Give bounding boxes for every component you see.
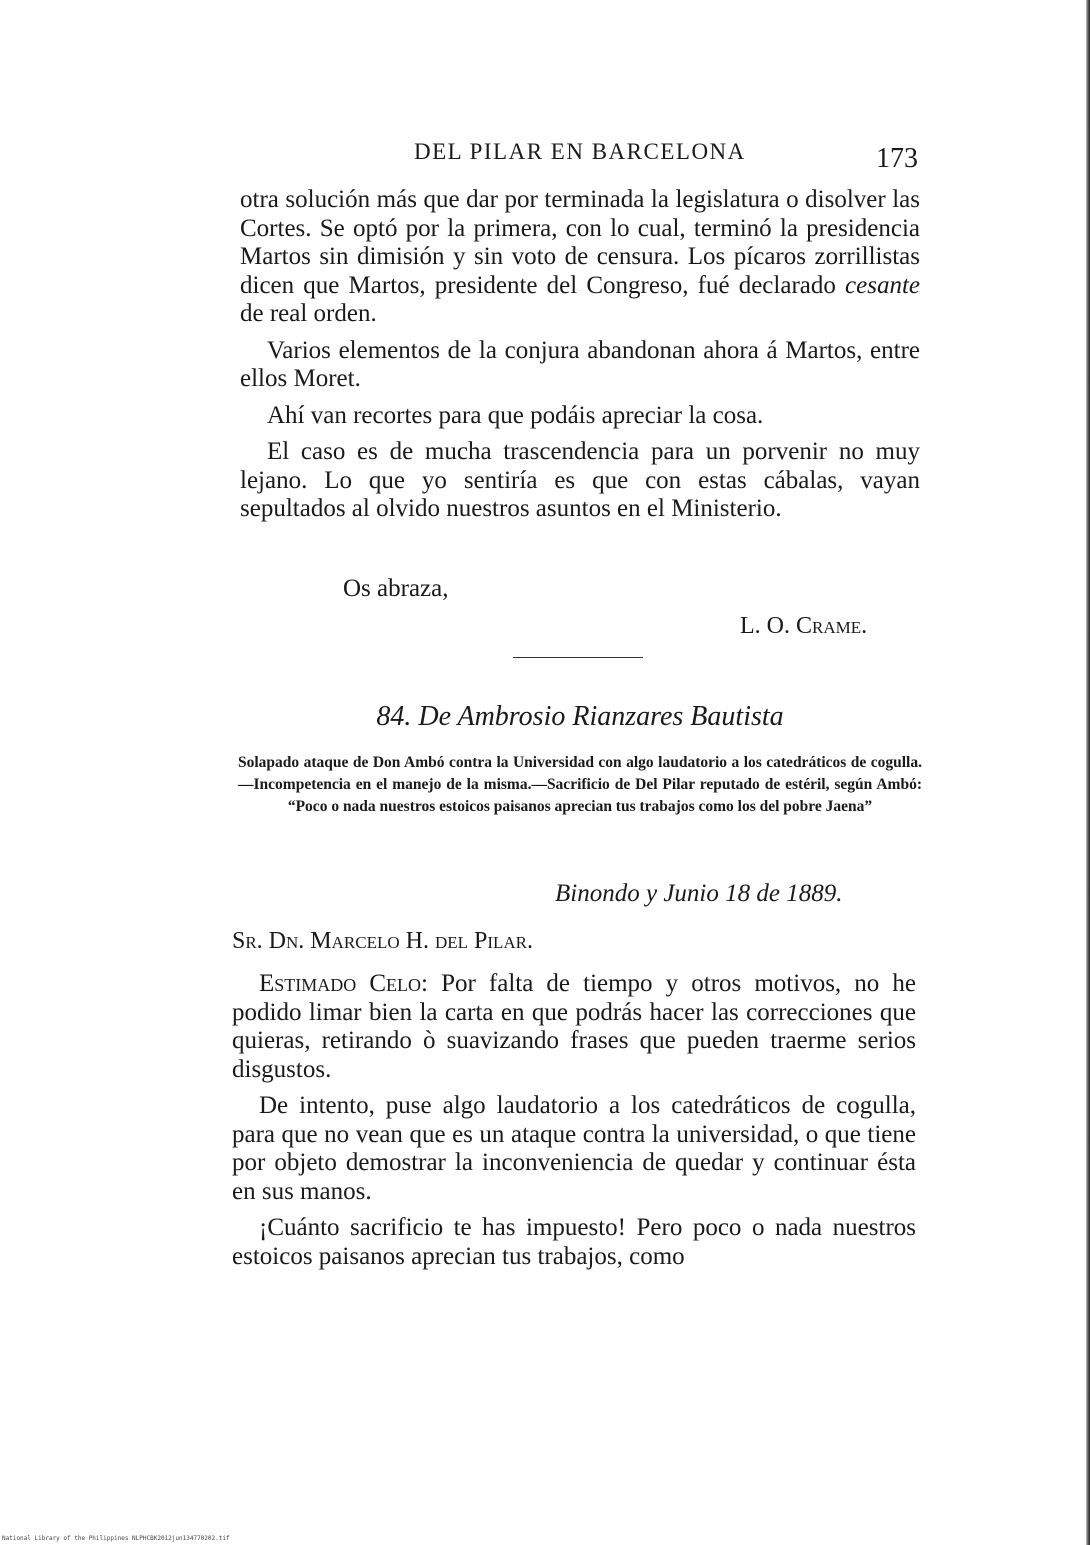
paragraph-text: de real orden. bbox=[240, 300, 377, 327]
paragraph: El caso es de mucha trascendencia para un porvenir no muy lejano. Lo que yo sentiría es que con estas cábalas, vayan sepultados al olvido nuestros asuntos en el Ministerio. bbox=[240, 438, 920, 522]
signature: L. O. Crame. bbox=[740, 613, 868, 639]
greeting: Estimado Celo: bbox=[259, 970, 428, 997]
paragraph bbox=[240, 186, 920, 329]
page-edge-shadow bbox=[1086, 0, 1090, 1545]
paragraph: ¡Cuánto sacrificio te has impuesto! Pero poco o nada nuestros estoicos paisanos aprecian tus trabajos, como bbox=[232, 1214, 916, 1270]
paragraph: De intento, puse algo laudatorio a los catedráticos de cogulla, para que no vean que es un ataque contra la universidad, o que tiene por objeto demostrar la inconveniencia de quedar y continuar ésta en sus manos. bbox=[232, 1092, 916, 1205]
archive-stamp: National Library of the Philippines NLPHCBK2012jun134770202.tif bbox=[2, 1535, 230, 1542]
letter-body bbox=[232, 970, 916, 1279]
paragraph bbox=[232, 970, 916, 1084]
paragraph: Ahí van recortes para que podáis apreciar la cosa. bbox=[267, 401, 764, 429]
paragraph-text: Por falta de tiempo y otros motivos, no he podido limar bien la carta en que podrás hacer las correcciones que quieras, retirando ò suavizando frases que pueden traerme serios disgustos. bbox=[232, 970, 916, 1083]
paragraph: Varios elementos de la conjura abandonan ahora á Martos, entre ellos Moret. bbox=[240, 336, 920, 392]
salutation: Sr. Dn. Marcelo H. del Pilar. bbox=[232, 928, 534, 954]
letter-title: 84. De Ambrosio Rianzares Bautista bbox=[376, 701, 784, 732]
paragraph-text: otra solución más que dar por terminada la legislatura o disolver las Cortes. Se optó por la primera, con lo cual, terminó la presidencia Martos sin dimisión y sin voto de censura. Los pícaros zorrillistas dicen que Martos, presidente del Congreso, fué declarado bbox=[240, 186, 920, 299]
body-text-top bbox=[240, 186, 920, 532]
page-number: 173 bbox=[876, 143, 918, 174]
dateline: Binondo y Junio 18 de 1889. bbox=[555, 880, 843, 907]
letter-summary: Solapado ataque de Don Ambó contra la Universidad con algo laudatorio a los catedráticos de cogulla.—Incompetencia en el manejo de la misma.—Sacrificio de Del Pilar reputado de estéril, según Ambó: “Poco o nada nuestros estoicos paisanos aprecian tus trabajos como los del pobre Jaena” bbox=[238, 754, 922, 815]
section-divider bbox=[513, 657, 643, 658]
closing: Os abraza, bbox=[343, 575, 449, 602]
italic-word: cesante bbox=[845, 271, 920, 299]
running-head: DEL PILAR EN BARCELONA bbox=[414, 139, 746, 164]
